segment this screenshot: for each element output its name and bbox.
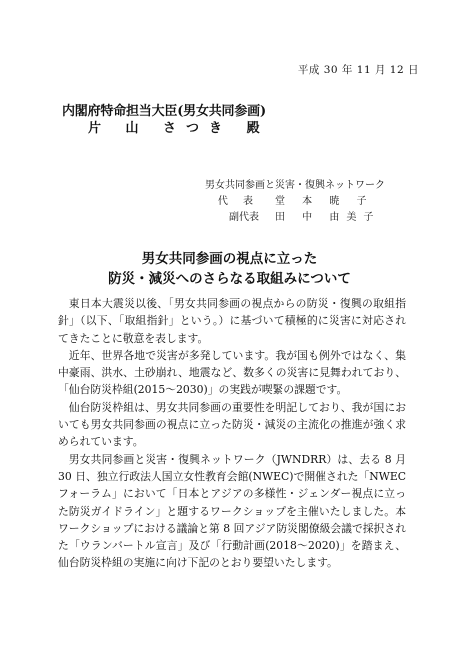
subject-line-1: 男女共同参画の視点に立った <box>141 251 318 267</box>
document-body <box>58 295 406 572</box>
body-paragraph: 近年、世界各地で災害が多発しています。我が国も例外ではなく、集中豪雨、洪水、土砂崩れ、地震など、数多くの災害に見舞われており、「仙台防災枠組(2015～2030)」の実践が喫緊の課題です。 <box>58 348 406 397</box>
subject-line-2: 防災・減災へのさらなる取組みについて <box>108 271 351 287</box>
body-paragraph: 東日本大震災以後、「男女共同参画の視点からの防災・復興の取組指針」（以下、「取組指針」という。）に基づいて積極的に災害に対応されてきたことに敬意を表します。 <box>58 297 406 345</box>
document-subject <box>0 249 459 289</box>
sender-representative <box>205 194 385 210</box>
body-paragraph: 仙台防災枠組は、男女共同参画の重要性を明記しており、我が国においても男女共同参画の視点に立った防災・減災の主流化の推進が強く求められています。 <box>58 400 406 449</box>
sender-block <box>205 178 385 226</box>
addressee-title: 内閣府特命担当大臣(男女共同参画) <box>62 104 266 119</box>
sender-vice-representative <box>205 210 385 226</box>
addressee-block <box>62 104 270 138</box>
rep-name: 堂 本 暁 子 <box>275 196 374 207</box>
addressee-name: 片 山 さつき 殿 <box>88 121 270 136</box>
vice-name: 田 中 由美子 <box>275 212 381 223</box>
document-date: 平成 30 年 11 月 12 日 <box>297 64 419 76</box>
rep-title: 代 表 <box>217 196 259 207</box>
body-paragraph: 男女共同参画と災害・復興ネットワーク（JWNDRR）は、去る 8 月 30 日、独立行政法人国立女性教育会館(NWEC)で開催された「NWEC フォーラム」において「日本とアジアの多様性・ジェンダー視点に立った防災ガイドライン」と題するワークショップを主催いたしました。本ワークショップにおける議論と第 8 回アジア防災閣僚級会議で採択された「ウランバートル宣言」及び「行動計画(2018～2020)」を踏まえ、仙台防災枠組の実施に向け下記のとおり要望いたします。 <box>58 452 406 570</box>
sender-organization: 男女共同参画と災害・復興ネットワーク <box>205 180 385 191</box>
vice-title: 副代表 <box>229 212 259 223</box>
